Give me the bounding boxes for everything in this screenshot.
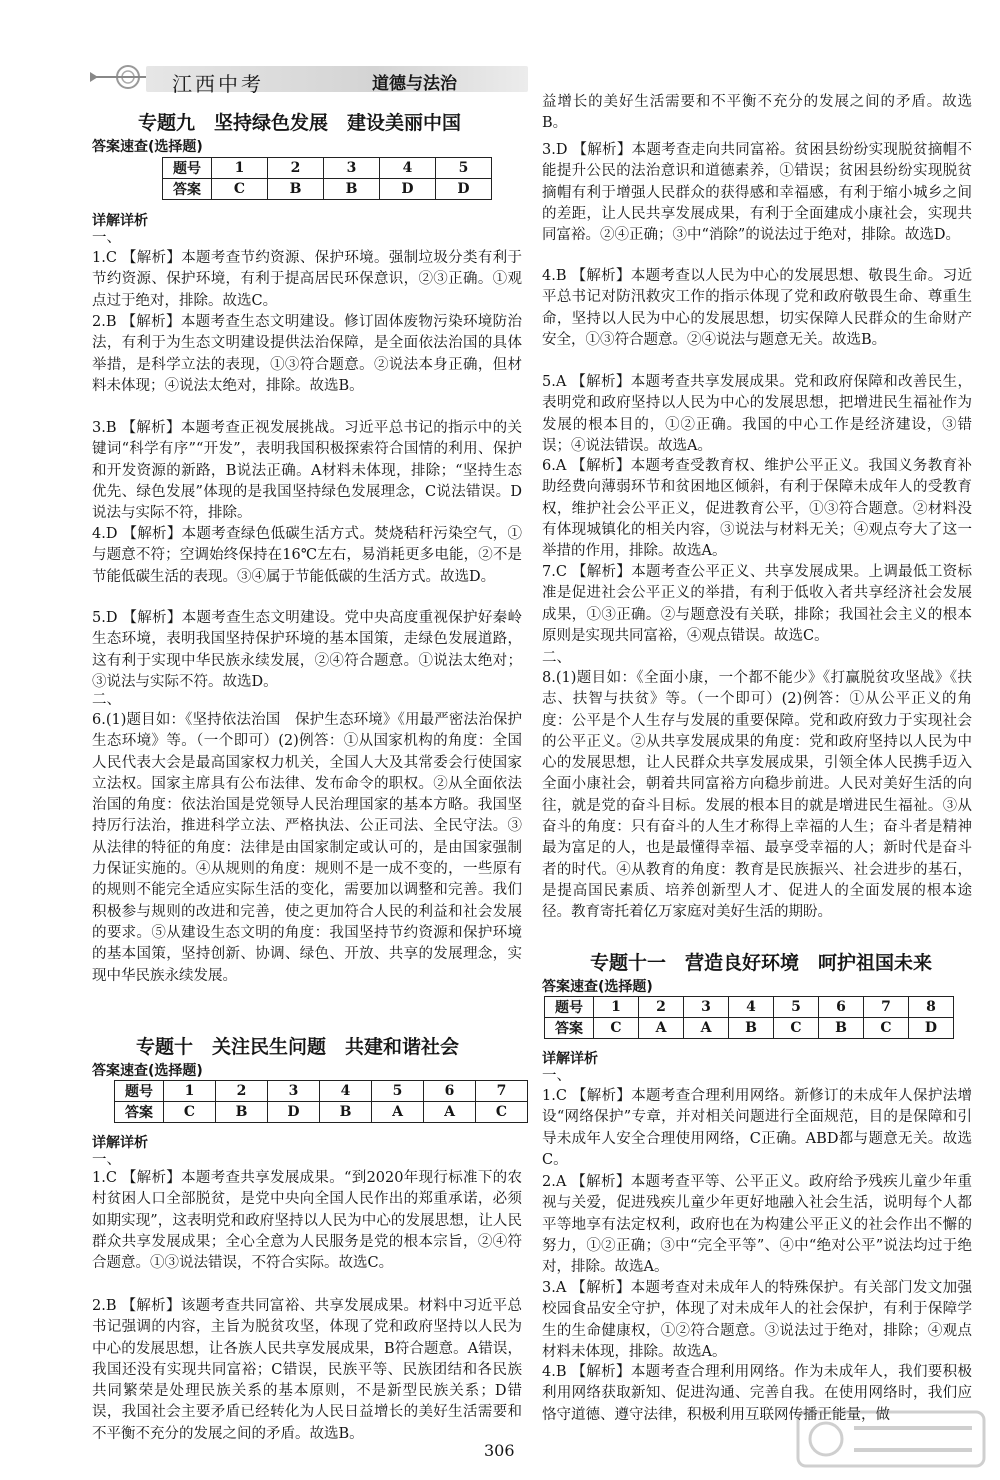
part-label: 二、	[542, 650, 571, 666]
answer-paragraph: 1.C 【解析】本题考查节约资源、保护环境。强制垃圾分类有利于节约资源、保护环境，有利于提高居民环保意识，②③正确。①观点过于绝对，排除。故选C。	[92, 250, 522, 309]
table-cell: 5	[436, 158, 492, 179]
answer-paragraph: 5.D 【解析】本题考查生态文明建设。党中央高度重视保护好秦岭生态环境，表明我国坚持保护环境的基本国策，走绿色发展道路，这有利于实现中华民族永续发展，②④符合题意。①说法太绝对；③说法与实际不符。故选D。	[92, 610, 522, 690]
table-row	[545, 1018, 954, 1039]
table-cell: 3	[268, 1081, 320, 1102]
answer-paragraph: 4.D 【解析】本题考查绿色低碳生活方式。焚烧秸秆污染空气，①与题意不符；空调始终保持在16℃左右，易消耗更多电能，②不是节能低碳生活的表现。③④属于节能低碳的生活方式。故选D。	[92, 526, 522, 585]
table-cell: 3	[684, 997, 729, 1018]
answer-paragraph: 2.B 【解析】本题考查生态文明建设。修订固体废物污染环境防治法，有利于为生态文明建设提供法治保障，是全面依法治国的具体举措，是科学立法的表现，①③符合题意。②说法本身正确，但材料未体现；④说法太绝对，排除。故选B。	[92, 314, 522, 394]
table-cell: 2	[639, 997, 684, 1018]
table-cell: A	[424, 1102, 476, 1123]
table-cell: 1	[164, 1081, 216, 1102]
table-cell: D	[380, 179, 436, 200]
table-row	[115, 1102, 528, 1123]
table-cell: 8	[909, 997, 954, 1018]
answer-paragraph: 2.A 【解析】本题考查平等、公平正义。政府给予残疾儿童少年重视与关爱，促进残疾儿童少年更好地融入社会生活，说明每个人都平等地享有法定权利，政府也在为构建公平正义的社会作出不懈的努力，①②正确；③中“完全平等”、④中“绝对公平”说法均过于绝对，排除。故选A。	[542, 1174, 972, 1276]
part-label: 一、	[92, 230, 121, 246]
table-cell: 5	[372, 1081, 424, 1102]
answer-paragraph: 3.B 【解析】本题考查正视发展挑战。习近平总书记的指示中的关键词“科学有序”“开发”，表明我国积极探索符合国情的利用、保护和开发资源的新路，B说法正确。A材料未体现，排除；“坚持生态优先、绿色发展”体现的是我国坚持绿色发展理念，C说法错误。D说法与实际不符，排除。	[92, 420, 522, 522]
answer-table	[544, 996, 954, 1039]
table-cell: 7	[864, 997, 909, 1018]
detail-label: 详解详析	[542, 1051, 598, 1067]
answer-table	[162, 157, 492, 200]
page-number: 306	[484, 1441, 515, 1460]
table-cell: C	[594, 1018, 639, 1039]
table-cell: D	[909, 1018, 954, 1039]
table-cell: 答案	[163, 179, 212, 200]
part-label: 一、	[542, 1068, 571, 1084]
table-cell: 6	[424, 1081, 476, 1102]
table-cell: D	[436, 179, 492, 200]
part-label: 一、	[92, 1152, 121, 1168]
table-cell: C	[864, 1018, 909, 1039]
watermark-logo-icon	[796, 1410, 986, 1468]
answer-paragraph: 5.A 【解析】本题考查共享发展成果。党和政府保障和改善民生，表明党和政府坚持以人民为中心的发展思想，把增进民生福祉作为发展的根本目的，①②正确。我国的中心工作是经济建设，③错误；④说法错误。故选A。	[542, 374, 972, 454]
detail-label: 详解详析	[92, 1135, 148, 1151]
table-cell: C	[476, 1102, 528, 1123]
table-cell: 7	[476, 1081, 528, 1102]
table-cell: 1	[594, 997, 639, 1018]
table-cell: 题号	[115, 1081, 164, 1102]
quick-answer-label: 答案速查(选择题)	[92, 1063, 203, 1079]
table-cell: 答案	[545, 1018, 594, 1039]
answer-paragraph: 3.A 【解析】本题考查对未成年人的特殊保护。有关部门发文加强校园食品安全守护，体现了对未成年人的社会保护，有利于保障学生的生命健康权，①②符合题意。③说法过于绝对，排除；④观点材料未体现，排除。故选A。	[542, 1280, 972, 1360]
answer-paragraph: 1.C 【解析】本题考查合理利用网络。新修订的未成年人保护法增设“网络保护”专章，并对相关问题进行全面规范，目的是保障和引导未成年人安全合理使用网络，C正确。ABD都与题意无关。故选C。	[542, 1088, 972, 1168]
answer-paragraph: 6.A 【解析】本题考查受教育权、维护公平正义。我国义务教育补助经费向薄弱环节和贫困地区倾斜，有利于保障未成年人的受教育权，维护社会公平正义，促进教育公平，①③符合题意。②材料没有体现城镇化的相关内容，③说法与材料无关；④观点夸大了这一举措的作用，排除。故选A。	[542, 458, 972, 560]
table-cell: 2	[216, 1081, 268, 1102]
table-cell: 答案	[115, 1102, 164, 1123]
table-row	[545, 997, 954, 1018]
answer-paragraph: 1.C 【解析】本题考查共享发展成果。“到2020年现行标准下的农村贫困人口全部脱贫，是党中央向全国人民作出的郑重承诺，必须如期实现”，这表明党和政府坚持以人民为中心的发展思想，让人民群众共享发展成果；全心全意为人民服务是党的根本宗旨，②④符合题意。①③说法错误，不符合实际。故选C。	[92, 1170, 522, 1272]
answer-paragraph: 4.B 【解析】本题考查以人民为中心的发展思想、敬畏生命。习近平总书记对防汛救灾工作的指示体现了党和政府敬畏生命、尊重生命，坚持以人民为中心的发展思想，切实保障人民群众的生命财产安全，①③符合题意。②④说法与题意无关。故选B。	[542, 268, 972, 348]
exam-title: 江西中考	[172, 72, 264, 96]
answer-paragraph: 2.B 【解析】该题考查共同富裕、共享发展成果。材料中习近平总书记强调的内容，主旨为脱贫攻坚，体现了党和政府坚持以人民为中心的发展思想，让各族人民共享发展成果，B符合题意。A错误，我国还没有实现共同富裕；C错误，民族平等、民族团结和各民族共同繁荣是处理民族关系的基本原则，不是新型民族关系；D错误，我国社会主要矛盾已经转化为人民日益增长的美好生活需要和不平衡不充分的发展之间的矛盾。故选B。	[92, 1298, 522, 1442]
answer-paragraph: 8.(1)题目如：《全面小康，一个都不能少》《打赢脱贫攻坚战》《扶志、扶智与扶贫》等。（一个即可）(2)例答：①从公平正义的角度：公平是个人生存与发展的重要保障。党和政府致力于实现社会的公平正义。②从共享发展成果的角度：党和政府坚持以人民为中心的发展思想，让人民群众共享发展成果，引领全体人民携手迈入全面小康社会，朝着共同富裕方向稳步前进。人民对美好生活的向往，就是党的奋斗目标。发展的根本目的就是增进民生福祉。③从奋斗的角度：只有奋斗的人生才称得上幸福的人生；奋斗者是精神最为富足的人，也是最懂得幸福、最享受幸福的人；新时代是奋斗者的时代。④从教育的角度：教育是民族振兴、社会进步的基石，是提高国民素质、培养创新型人才、促进人的全面发展的根本途径。教育寄托着亿万家庭对美好生活的期盼。	[542, 670, 972, 921]
table-row	[163, 179, 492, 200]
table-cell: C	[164, 1102, 216, 1123]
quick-answer-label: 答案速查(选择题)	[92, 139, 203, 155]
section-title: 专题十 关注民生问题 共建和谐社会	[136, 1036, 460, 1058]
table-cell: C	[212, 179, 268, 200]
subject-title: 道德与法治	[372, 74, 457, 94]
answer-table	[114, 1080, 528, 1123]
table-row	[115, 1081, 528, 1102]
table-cell: B	[729, 1018, 774, 1039]
answer-paragraph: 4.B 【解析】本题考查合理利用网络。作为未成年人，我们要积极利用网络获取新知、促进沟通、完善自我。在使用网络时，我们应恪守道德、遵守法律，积极利用互联网传播正能量，做	[542, 1364, 972, 1423]
table-cell: 2	[268, 158, 324, 179]
table-cell: 6	[819, 997, 864, 1018]
section-title: 专题九 坚持绿色发展 建设美丽中国	[138, 112, 462, 134]
section-title: 专题十一 营造良好环境 呵护祖国未来	[590, 952, 933, 974]
quick-answer-label: 答案速查(选择题)	[542, 979, 653, 995]
answer-paragraph: 6.(1)题目如：《坚持依法治国 保护生态环境》《用最严密法治保护生态环境》等。（一个即可）(2)例答：①从国家机构的角度：全国人民代表大会是最高国家权力机关，全国人大及其常委会行使国家立法权。国家主席具有公布法律、发布命令的职权。②从全面依法治国的角度：依法治国是党领导人民治理国家的基本方略。我国坚持厉行法治，推进科学立法、严格执法、公正司法、全民守法。③从法律的特征的角度：法律是由国家制定或认可的，是由国家强制力保证实施的。④从规则的角度：规则不是一成不变的，一些原有的规则不能完全适应实际生活的变化，需要加以调整和完善。我们积极参与规则的改进和完善，使之更加符合人民的利益和社会发展的要求。⑤从建设生态文明的角度：我国坚持节约资源和保护环境的基本国策，坚持创新、协调、绿色、开放、共享的发展理念，实现中华民族永续发展。	[92, 712, 522, 984]
table-cell: C	[774, 1018, 819, 1039]
table-cell: A	[639, 1018, 684, 1039]
answer-paragraph: 3.D 【解析】本题考查走向共同富裕。贫困县纷纷实现脱贫摘帽不能提升公民的法治意识和道德素养，①错误；贫困县纷纷实现脱贫摘帽有利于增强人民群众的获得感和幸福感，有利于缩小城乡之间的差距，让人民共享发展成果，有利于全面建成小康社会，实现共同富裕。②④正确；③中“消除”的说法过于绝对，排除。故选D。	[542, 142, 972, 244]
table-cell: B	[216, 1102, 268, 1123]
table-cell: B	[324, 179, 380, 200]
table-cell: 5	[774, 997, 819, 1018]
table-cell: 题号	[545, 997, 594, 1018]
detail-label: 详解详析	[92, 213, 148, 229]
table-cell: 4	[320, 1081, 372, 1102]
table-row	[163, 158, 492, 179]
table-cell: 1	[212, 158, 268, 179]
table-cell: 3	[324, 158, 380, 179]
table-cell: 题号	[163, 158, 212, 179]
table-cell: D	[268, 1102, 320, 1123]
part-label: 二、	[92, 692, 121, 708]
table-cell: A	[372, 1102, 424, 1123]
table-cell: B	[268, 179, 324, 200]
page-header	[88, 58, 528, 98]
table-cell: 4	[729, 997, 774, 1018]
table-cell: A	[684, 1018, 729, 1039]
table-cell: B	[819, 1018, 864, 1039]
table-cell: B	[320, 1102, 372, 1123]
answer-paragraph: 7.C 【解析】本题考查公平正义、共享发展成果。上调最低工资标准是促进社会公平正义的举措，有利于低收入者共享经济社会发展成果，①③正确。②与题意没有关联，排除；我国社会主义的根本原则是实现共同富裕，④观点错误。故选C。	[542, 564, 972, 644]
table-cell: 4	[380, 158, 436, 179]
continued-text: 益增长的美好生活需要和不平衡不充分的发展之间的矛盾。故选B。	[542, 94, 972, 132]
